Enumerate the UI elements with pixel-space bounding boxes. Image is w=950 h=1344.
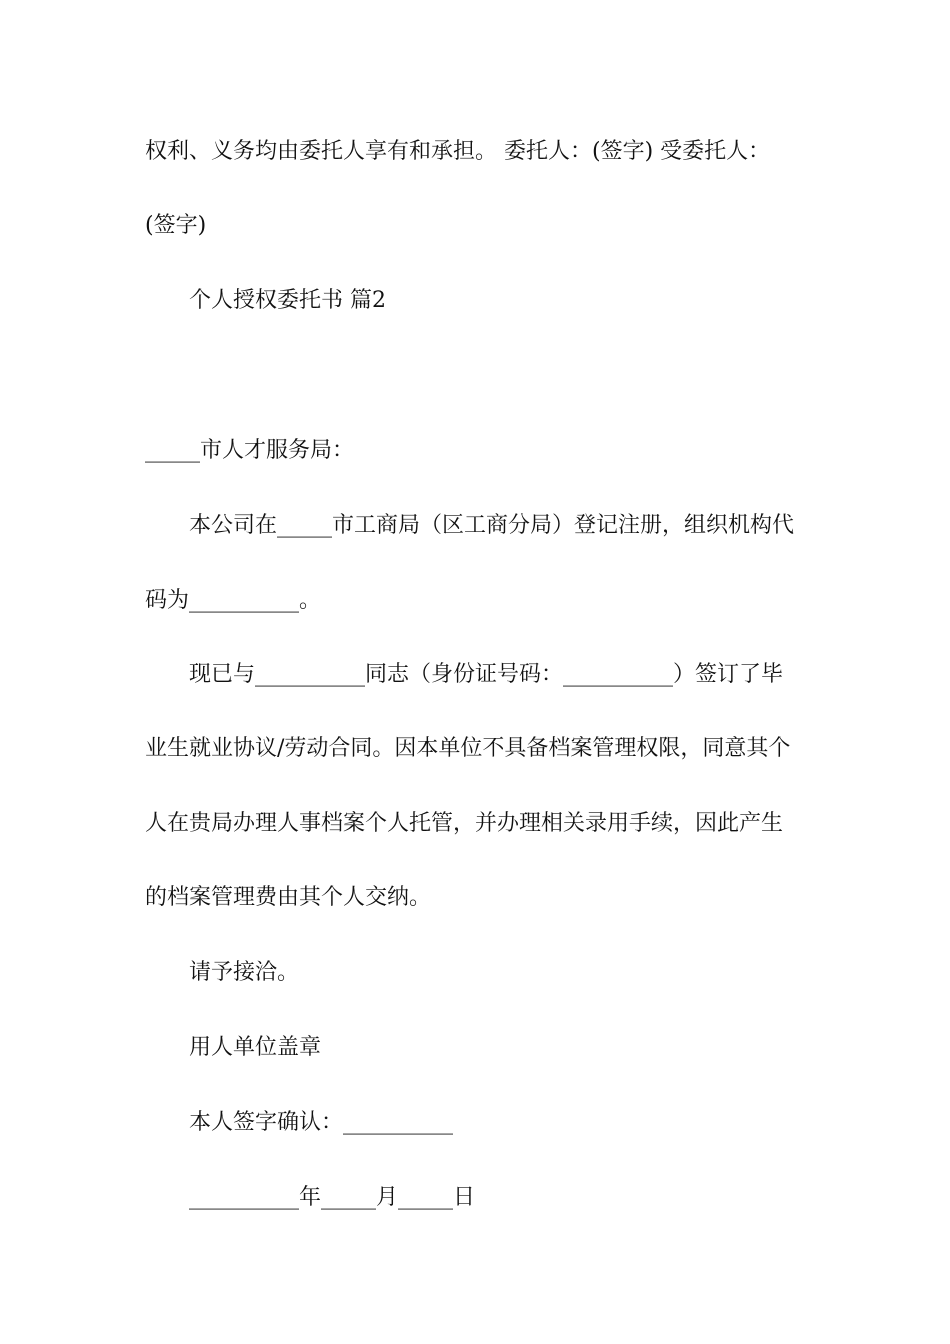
signature-line: 本人签字确认：__________ (189, 1110, 454, 1135)
section-heading: 个人授权委托书 篇2 (189, 288, 386, 313)
body-text-line: 权利、义务均由委托人享有和承担。 委托人：(签字) 受委托人： (145, 139, 771, 164)
body-text-line: 本公司在_____市工商局（区工商分局）登记注册，组织机构代 (189, 513, 795, 538)
body-text-line: 码为__________。 (145, 588, 322, 613)
body-text-line: (签字) (145, 213, 207, 238)
body-text-line: 人在贵局办理人事档案个人托管，并办理相关录用手续，因此产生 (145, 811, 784, 836)
company-seal-line: 用人单位盖章 (189, 1035, 322, 1060)
closing-line: 请予接洽。 (189, 960, 300, 985)
body-text-line: 的档案管理费由其个人交纳。 (145, 885, 432, 910)
addressee-line: _____市人才服务局： (145, 438, 355, 463)
date-line: __________年_____月_____日 (189, 1185, 476, 1210)
body-text-line: 现已与__________同志（身份证号码：__________）签订了毕 (189, 662, 784, 687)
body-text-line: 业生就业协议/劳动合同。因本单位不具备档案管理权限，同意其个 (145, 736, 791, 761)
